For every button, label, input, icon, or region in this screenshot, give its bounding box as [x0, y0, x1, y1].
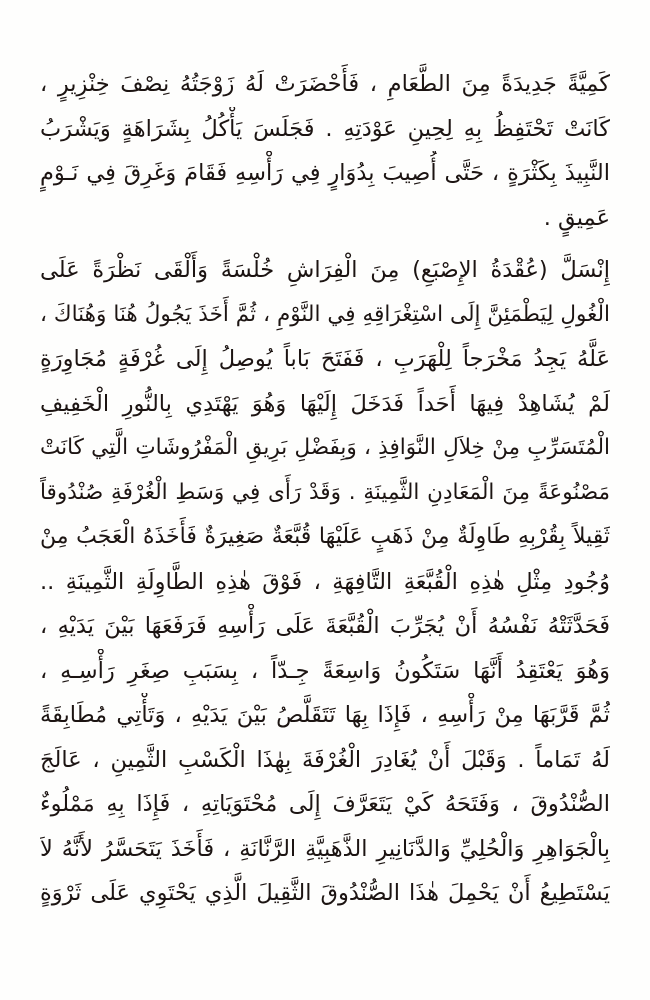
text-line-6: الْغُولِ لِيَطْمَئِنَّ إِلَى اسْتِغْرَاقِهِ فِي النَّوْمِ ، ثُمَّ أَخَذَ يَجُولُ هُنَا وَهُنَاكَ ، [40, 301, 610, 327]
text-line-5: إِنْسَلَّ (عُقْدَةُ الإِصْبَعِ) مِنَ الْفِرَاشِ خُلْسَةً وَأَلْقَى نَظْرَةً عَلَى [40, 257, 610, 283]
body-text [40, 62, 610, 916]
text-line-18: بِالْجَوَاهِرِ وَالْحُلِيِّ وَالدَّنَانِيرِ الذَّهَبِيَّةِ الرَّنَّانَةِ ، فَأَخَذَ يَتَحَسَّرُ لأَنَّهُ لاَ [40, 835, 610, 862]
text-line-12: وُجُودِ مِثْلِ هٰذِهِ الْقُبَّعَةِ التَّافِهَةِ ، فَوْقَ هٰذِهِ الطَّاوِلَةِ الثَّمِينَةِ .. [40, 568, 610, 595]
text-line-1: كَمِيَّةً جَدِيدَةً مِنَ الطَّعَامِ ، فَأَحْضَرَتْ لَهُ زَوْجَتُهُ نِصْفَ خِنْزِيرٍ ، [40, 71, 610, 97]
text-line-3: النَّبِيذَ بِكَثْرَةٍ ، حَتَّى أُصِيبَ بِدُوَارٍ فِي رَأْسِهِ فَقَامَ وَغَرِقَ فِي نَـوْمٍ [40, 160, 610, 186]
text-line-13: فَحَدَّثَتْهُ نَفْسُهُ أَنْ يُجَرِّبَ الْقُبَّعَةَ عَلَى رَأْسِهِ فَرَفَعَهَا بَيْنَ يَدَيْهِ ، [40, 613, 610, 639]
text-line-4: عَمِيقٍ . [543, 204, 610, 231]
text-line-16: لَهُ تَمَاماً . وَقَبْلَ أَنْ يُغَادِرَ الْغُرْفَةَ بِهٰذَا الْكَسْبِ الثَّمِينِ ، عَالَجَ [40, 746, 610, 773]
text-line-2: كَانَتْ تَحْتَفِظُ بِهِ لِحِينِ عَوْدَتِهِ . فَجَلَسَ يَأْكُلُ بِشَرَاهَةٍ وَيَشْرَبُ [40, 115, 610, 142]
text-line-9: الْمُتَسَرِّبِ مِنْ خِلاَلِ النَّوَافِذِ ، وَبِفَضْلِ بَرِيقِ الْمَفْرُوشَاتِ الَّتِي كَانَتْ [40, 435, 610, 460]
text-line-19: يَسْتَطِيعُ أَنْ يَحْمِلَ هٰذَا الصُّنْدُوقَ الثَّقِيلَ الَّذِي يَحْتَوِي عَلَى ثَرْوَةٍ [40, 880, 610, 906]
text-line-10: مَصْنُوعَةً مِنَ الْمَعَادِنِ الثَّمِينَةِ . وَقَدْ رَأَى فِي وَسَطِ الْغُرْفَةِ صُنْدُوقاً [40, 479, 610, 505]
text-line-15: ثُمَّ قَرَّبَهَا مِنْ رَأْسِهِ ، فَإِذَا بِهَا تَتَقَلَّصُ بَيْنَ يَدَيْهِ ، وَتَأْتِي مُطَابِقَةً [40, 702, 610, 728]
text-line-14: وَهُوَ يَعْتَقِدُ أَنَّهَا سَتَكُونُ وَاسِعَةً جِـدّاً ، بِسَبَبِ صِغَرِ رَأْسِـهِ ، [40, 657, 610, 684]
text-line-8: لَمْ يُشَاهِدْ فِيهَا أَحَداً فَدَخَلَ إِلَيْهَا وَهُوَ يَهْتَدِي بِالنُّورِ الْخَفِيفِ [40, 390, 610, 417]
text-line-7: عَلَّهُ يَجِدُ مَخْرَجاً لِلْهَرَبِ ، فَفَتَحَ بَاباً يُوصِلُ إِلَى غُرْفَةٍ مُجَاوِرَةٍ [40, 346, 610, 372]
text-line-17: الصُّنْدُوقَ ، وَفَتَحَهُ كَيْ يَتَعَرَّفَ إِلَى مُحْتَوَيَاتِهِ ، فَإِذَا بِهِ مَمْلُوءٌ [40, 791, 610, 817]
text-line-11: ثَقِيلاً بِقُرْبِهِ طَاوِلَةٌ مِنْ ذَهَبٍ عَلَيْهَا قُبَّعَةٌ صَغِيرَةٌ فَأَخَذَهُ الْعَجَبُ مِنْ [40, 524, 610, 549]
